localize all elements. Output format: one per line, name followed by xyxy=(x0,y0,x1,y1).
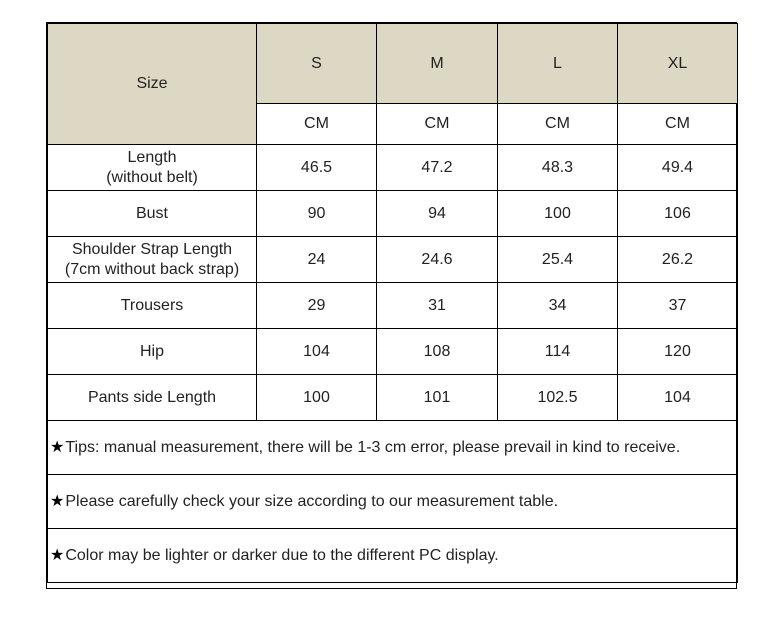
value-cell: 101 xyxy=(377,375,498,421)
value-cell: 34 xyxy=(498,283,618,329)
size-xl-header: XL xyxy=(618,24,738,104)
row-label-main: Length xyxy=(127,148,177,166)
value-cell: 31 xyxy=(377,283,498,329)
row-label xyxy=(48,237,257,283)
value-cell: 26.2 xyxy=(618,237,738,283)
value-cell: 24.6 xyxy=(377,237,498,283)
row-label-sub: (without belt) xyxy=(106,168,198,186)
value-cell: 47.2 xyxy=(377,145,498,191)
size-table xyxy=(47,23,738,583)
row-label-main: Shoulder Strap Length xyxy=(71,240,233,258)
size-l-header: L xyxy=(498,24,618,104)
value-cell: 108 xyxy=(377,329,498,375)
value-cell: 94 xyxy=(377,191,498,237)
star-icon: ★ xyxy=(50,438,65,456)
size-chart xyxy=(46,22,737,589)
note-text: Please carefully check your size according to our measurement table. xyxy=(65,492,559,510)
note-check-size xyxy=(48,475,738,529)
size-m-header: M xyxy=(377,24,498,104)
table-row xyxy=(48,145,738,191)
row-label: Hip xyxy=(48,329,257,375)
table-row xyxy=(48,237,738,283)
value-cell: 49.4 xyxy=(618,145,738,191)
value-cell: 100 xyxy=(257,375,377,421)
table-row xyxy=(48,375,738,421)
note-color xyxy=(48,529,738,583)
value-cell: 114 xyxy=(498,329,618,375)
value-cell: 102.5 xyxy=(498,375,618,421)
note-row xyxy=(48,529,738,583)
unit-cell: CM xyxy=(618,104,738,145)
note-text: Tips: manual measurement, there will be 1-3 cm error, please prevail in kind to receive. xyxy=(65,438,681,456)
unit-cell: CM xyxy=(377,104,498,145)
size-header-cell xyxy=(48,24,257,145)
size-s-header: S xyxy=(257,24,377,104)
value-cell: 104 xyxy=(257,329,377,375)
value-cell: 104 xyxy=(618,375,738,421)
note-row xyxy=(48,475,738,529)
unit-cell: CM xyxy=(257,104,377,145)
note-tips xyxy=(48,421,738,475)
value-cell: 29 xyxy=(257,283,377,329)
row-label: Bust xyxy=(48,191,257,237)
table-row xyxy=(48,329,738,375)
size-header-label: Size xyxy=(136,75,168,92)
note-row xyxy=(48,421,738,475)
row-label xyxy=(48,145,257,191)
value-cell: 106 xyxy=(618,191,738,237)
value-cell: 48.3 xyxy=(498,145,618,191)
value-cell: 46.5 xyxy=(257,145,377,191)
table-row xyxy=(48,283,738,329)
value-cell: 90 xyxy=(257,191,377,237)
row-label-sub: (7cm without back strap) xyxy=(64,260,240,278)
star-icon: ★ xyxy=(50,492,65,510)
star-icon: ★ xyxy=(50,546,65,564)
unit-cell: CM xyxy=(498,104,618,145)
value-cell: 120 xyxy=(618,329,738,375)
value-cell: 100 xyxy=(498,191,618,237)
table-row xyxy=(48,191,738,237)
row-label: Pants side Length xyxy=(48,375,257,421)
value-cell: 37 xyxy=(618,283,738,329)
value-cell: 24 xyxy=(257,237,377,283)
row-label: Trousers xyxy=(48,283,257,329)
value-cell: 25.4 xyxy=(498,237,618,283)
note-text: Color may be lighter or darker due to the different PC display. xyxy=(65,546,499,564)
